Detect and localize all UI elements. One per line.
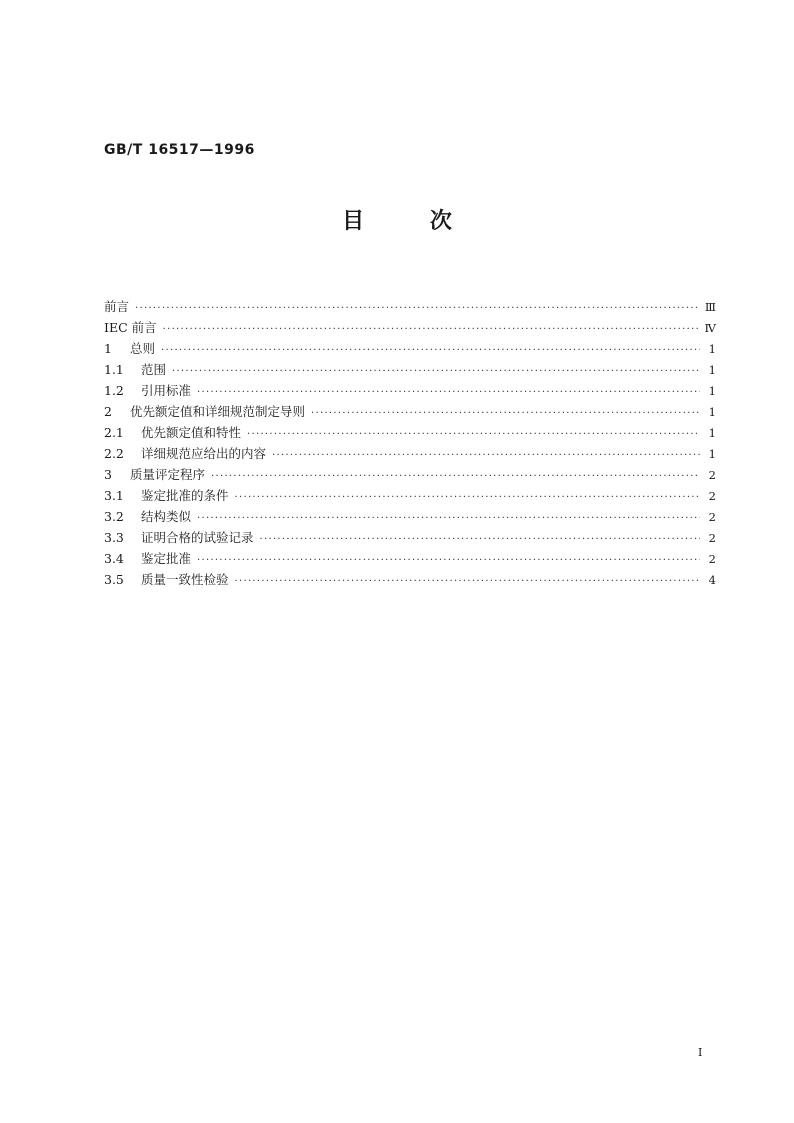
toc-leader-dots — [197, 508, 700, 529]
toc-entry-page: 1 — [708, 342, 716, 356]
toc-entry-page: Ⅳ — [704, 321, 716, 335]
toc-entry-label: 证明合格的试验记录 — [141, 530, 254, 545]
toc-entry[interactable] — [104, 359, 716, 380]
toc-entry-number: 2.1 — [104, 425, 124, 440]
toc-entry[interactable] — [104, 443, 716, 464]
toc-entry[interactable] — [104, 338, 716, 359]
toc-entry-number: 1.2 — [104, 383, 124, 398]
toc-entry-page: 1 — [708, 447, 716, 461]
table-of-contents — [104, 296, 716, 590]
toc-leader-dots — [161, 340, 700, 361]
toc-leader-dots — [211, 466, 700, 487]
toc-leader-dots — [311, 403, 700, 424]
toc-entry-number: 2.2 — [104, 446, 124, 461]
toc-entry-number: 1 — [104, 341, 112, 356]
toc-leader-dots — [163, 319, 700, 340]
toc-entry-page: 1 — [708, 405, 716, 419]
toc-leader-dots — [235, 487, 700, 508]
toc-leader-dots — [260, 529, 700, 550]
toc-leader-dots — [247, 424, 700, 445]
standard-code: GB/T 16517—1996 — [104, 142, 255, 158]
toc-entry-number: 2 — [104, 404, 112, 419]
toc-leader-dots — [235, 571, 700, 592]
toc-leader-dots — [172, 361, 700, 382]
toc-entry[interactable] — [104, 464, 716, 485]
toc-leader-dots — [197, 382, 700, 403]
page-title: 目 次 — [342, 209, 452, 234]
toc-leader-dots — [135, 298, 700, 319]
page-number: Ⅰ — [698, 1046, 703, 1059]
toc-entry[interactable] — [104, 485, 716, 506]
toc-entry-label: 优先额定值和详细规范制定导则 — [130, 404, 306, 419]
toc-entry[interactable] — [104, 296, 716, 317]
toc-entry-label: 优先额定值和特性 — [141, 425, 242, 440]
toc-entry-label: 前言 — [104, 299, 130, 314]
toc-entry-number: 3.1 — [104, 488, 124, 503]
toc-entry-page: 1 — [708, 363, 716, 377]
toc-entry-number: 3.5 — [104, 572, 124, 587]
toc-entry[interactable] — [104, 569, 716, 590]
toc-entry-page: 2 — [708, 531, 716, 545]
toc-entry[interactable] — [104, 527, 716, 548]
toc-entry-label: 质量评定程序 — [130, 467, 206, 482]
toc-entry[interactable] — [104, 422, 716, 443]
toc-entry[interactable] — [104, 548, 716, 569]
toc-entry-label: 详细规范应给出的内容 — [141, 446, 267, 461]
toc-entry-page: 2 — [708, 552, 716, 566]
toc-entry-number: 3.2 — [104, 509, 124, 524]
toc-entry-number: 1.1 — [104, 362, 124, 377]
toc-entry-page: 1 — [708, 384, 716, 398]
toc-entry-label: 结构类似 — [141, 509, 192, 524]
toc-entry-page: 4 — [708, 573, 716, 587]
toc-entry-label: 范围 — [141, 362, 167, 377]
toc-entry-page: 2 — [708, 489, 716, 503]
toc-leader-dots — [197, 550, 700, 571]
toc-entry-page: Ⅲ — [704, 300, 716, 314]
toc-entry-label: IEC 前言 — [104, 320, 157, 335]
toc-entry-label: 鉴定批准的条件 — [141, 488, 229, 503]
toc-entry-number: 3 — [104, 467, 112, 482]
toc-entry-number: 3.3 — [104, 530, 124, 545]
toc-entry-number: 3.4 — [104, 551, 124, 566]
toc-entry[interactable] — [104, 317, 716, 338]
toc-entry[interactable] — [104, 401, 716, 422]
toc-entry[interactable] — [104, 506, 716, 527]
toc-leader-dots — [272, 445, 700, 466]
toc-entry-label: 鉴定批准 — [141, 551, 192, 566]
toc-entry-label: 总则 — [130, 341, 156, 356]
toc-entry-page: 2 — [708, 468, 716, 482]
toc-entry-label: 引用标准 — [141, 383, 192, 398]
toc-entry-page: 1 — [708, 426, 716, 440]
toc-entry-page: 2 — [708, 510, 716, 524]
toc-entry-label: 质量一致性检验 — [141, 572, 229, 587]
toc-entry[interactable] — [104, 380, 716, 401]
